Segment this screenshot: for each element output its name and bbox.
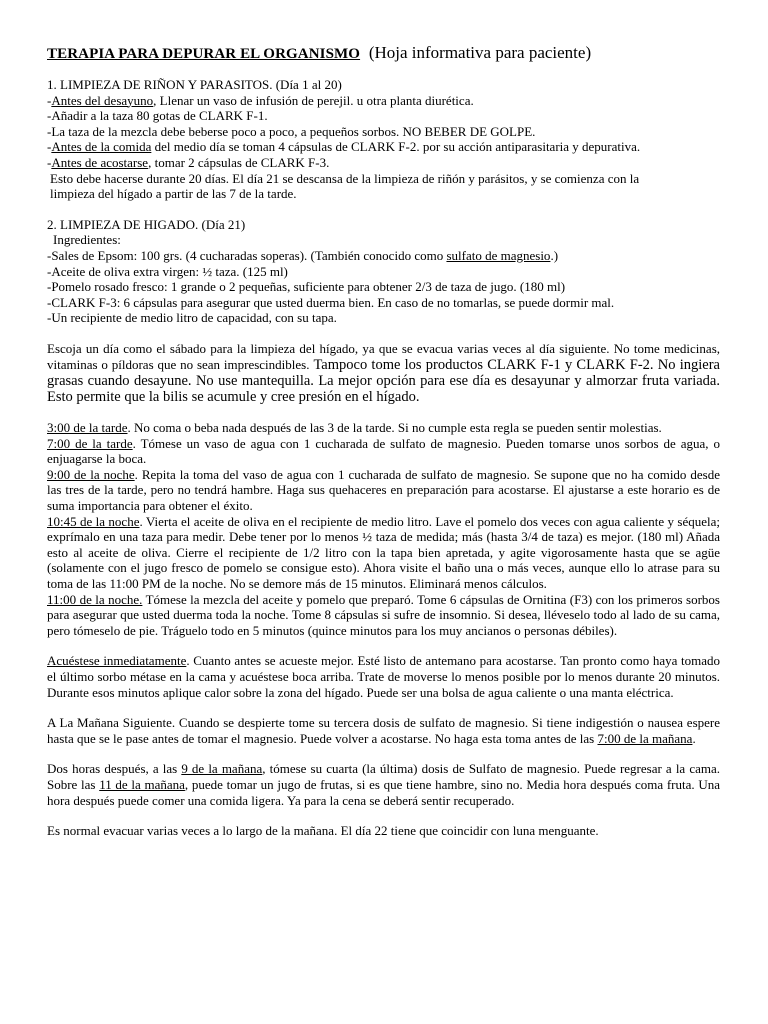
section1-line-3: -La taza de la mezcla debe beberse poco a poco, a pequeños sorbos. NO BEBER DE GOLPE. [47, 123, 536, 139]
underlined-time: 11 de la mañana [99, 776, 185, 792]
schedule-time: 10:45 de la noche [47, 513, 140, 529]
paragraph-choose-day: Escoja un día como el sábado para la limpieza del hígado, ya que se evacua varias veces al día siguiente. No tome medicinas, vitaminas o píldoras que no sean imprescindibles. Tampoco tome los productos CLARK F-1 y CLARK F-2. No ingiera grasas cuando desayune. No use mantequilla. La mejor opción para ese día es desayunar y almorzar fruta variada. Esto permite que la bilis se acumule y cree presión en el hígado. [47, 340, 720, 405]
paragraph-final: Es normal evacuar varias veces a lo largo de la mañana. El día 22 tiene que coincidir con luna menguante. [47, 823, 599, 839]
section1-line-2: -Añadir a la taza 80 gotas de CLARK F-1. [47, 108, 268, 124]
section1-line-6: Esto debe hacerse durante 20 días. El día 21 se descansa de la limpieza de riñón y parásitos, y se comienza con la [50, 170, 640, 186]
section2-heading: 2. LIMPIEZA DE HIGADO. (Día 21) [47, 216, 246, 232]
underlined-term: sulfato de magnesio [446, 247, 551, 263]
section1-line-1: -Antes del desayuno, Llenar un vaso de infusión de perejil. u otra planta diurética. [47, 92, 474, 108]
schedule-time: 3:00 de la tarde [47, 420, 128, 436]
document-title: TERAPIA PARA DEPURAR EL ORGANISMO [47, 46, 361, 62]
schedule-3pm: 3:00 de la tarde. No coma o beba nada después de las 3 de la tarde. Si no cumple esta regla se pueden sentir molestias. [47, 420, 662, 436]
document-content [47, 42, 720, 839]
ingredient-5: -Un recipiente de medio litro de capacidad, con su tapa. [47, 310, 337, 326]
section1-line-4: -Antes de la comida del medio día se toman 4 cápsulas de CLARK F-2. por su acción antiparasitaria y depurativa. [47, 139, 641, 155]
ingredient-3: -Pomelo rosado fresco: 1 grande o 2 pequeñas, suficiente para obtener 2/3 de taza de jugo. (180 ml) [47, 279, 566, 295]
ingredients-label: Ingredientes: [53, 232, 121, 248]
document-title-line [47, 42, 720, 65]
paragraph-next-morning: A La Mañana Siguiente. Cuando se despierte tome su tercera dosis de sulfato de magnesio. Si tiene indigestión o nausea espere hasta que se le pase antes de tomar el magnesio. Puede volver a acostarse. No haga esta toma antes de las 7:00 de la mañana. [47, 715, 720, 746]
underlined-time: Antes de acostarse [51, 154, 149, 170]
paragraph-acuestese: Acuéstese inmediatamente. Cuanto antes se acueste mejor. Esté listo de antemano para acostarse. Tan pronto como haya tomado el último sorbo métase en la cama y acuéstese boca arriba. Trate de moverse lo menos posible por lo menos durante 20 minutos. Durante esos minutos aplique calor sobre la zona del hígado. Puede ser una bolsa de agua caliente o una manta eléctrica. [47, 653, 720, 700]
section1-heading: 1. LIMPIEZA DE RIÑON Y PARASITOS. (Día 1 al 20) [47, 77, 342, 92]
schedule-time: 7:00 de la tarde [47, 435, 133, 451]
underlined-time: Antes de la comida [51, 139, 152, 155]
underlined-time: Antes del desayuno [51, 92, 154, 108]
paragraph-two-hours-later: Dos horas después, a las 9 de la mañana, tómese su cuarta (la última) dosis de Sulfato de magnesio. Puede regresar a la cama. Sobre las 11 de la mañana, puede tomar un jugo de frutas, si es que tiene hambre, sino no. Media hora después coma fruta. Una hora después puede comer una comida ligera. Ya para la cena se deberá sentir recuperado. [47, 761, 720, 808]
document-subtitle: (Hoja informativa para paciente) [368, 43, 592, 62]
underlined-time: 9 de la mañana [181, 761, 263, 777]
underlined-instruction: Acuéstese inmediatamente [47, 653, 187, 669]
schedule-time: 9:00 de la noche [47, 466, 135, 482]
schedule-11pm: 11:00 de la noche. Tómese la mezcla del aceite y pomelo que preparó. Tome 6 cápsulas de Ornitina (F3) con los primeros sorbos para asegurar que usted duerma toda la noche. Tome 8 cápsulas si sufre de insomnio. Si desea, lléveselo todo al lado de su cama, pero tómeselo de pie. Tráguelo todo en 5 minutos (quince minutos para los muy ancianos o personas débiles). [47, 591, 720, 638]
schedule-9pm: 9:00 de la noche. Repita la toma del vaso de agua con 1 cucharada de sulfato de magnesio. Se supone que no ha comido desde las tres de la tarde, pero no tendrá hambre. Haga sus quehaceres en preparación para acostarse. El ajustarse a este horario es de suma importancia para obtener el éxito. [47, 466, 720, 514]
schedule-7pm: 7:00 de la tarde. Tómese un vaso de agua con 1 cucharada de sulfato de magnesio. Pueden tomarse unos sorbos de agua, o enjuagarse la boca. [47, 435, 720, 467]
schedule-time: 11:00 de la noche. [47, 591, 143, 607]
schedule-1045pm: 10:45 de la noche. Vierta el aceite de oliva en el recipiente de medio litro. Lave el pomelo dos veces con agua caliente y séquela; exprímalo en una taza para medir. Debe tener por lo menos ½ taza de medida; más (hasta 3/4 de taza) es mejor. (180 ml) Añada esto al aceite de oliva. Cierre el recipiente de 1/2 litro con la tapa bien apretada, y agite vigorosamente hasta que se agüe (solamente con el jugo fresco de pomelo se consigue esto). Ahora visite el baño una o más veces, aunque ello lo atrase para su toma de las 11:00 PM de la noche. No se demore más de 15 minutos. Eliminará menos cálculos. [47, 513, 721, 592]
section1-line-5: -Antes de acostarse, tomar 2 cápsulas de CLARK F-3. [47, 154, 330, 170]
ingredient-4: -CLARK F-3: 6 cápsulas para asegurar que usted duerma bien. En caso de no tomarlas, se puede dormir mal. [47, 294, 615, 310]
underlined-time: 7:00 de la mañana [597, 730, 693, 746]
section1-line-7: limpieza del hígado a partir de las 7 de la tarde. [50, 186, 297, 202]
ingredient-1: -Sales de Epsom: 100 grs. (4 cucharadas soperas). (También conocido como sulfato de magnesio.) [47, 247, 559, 263]
ingredient-2: -Aceite de oliva extra virgen: ½ taza. (125 ml) [47, 263, 288, 279]
